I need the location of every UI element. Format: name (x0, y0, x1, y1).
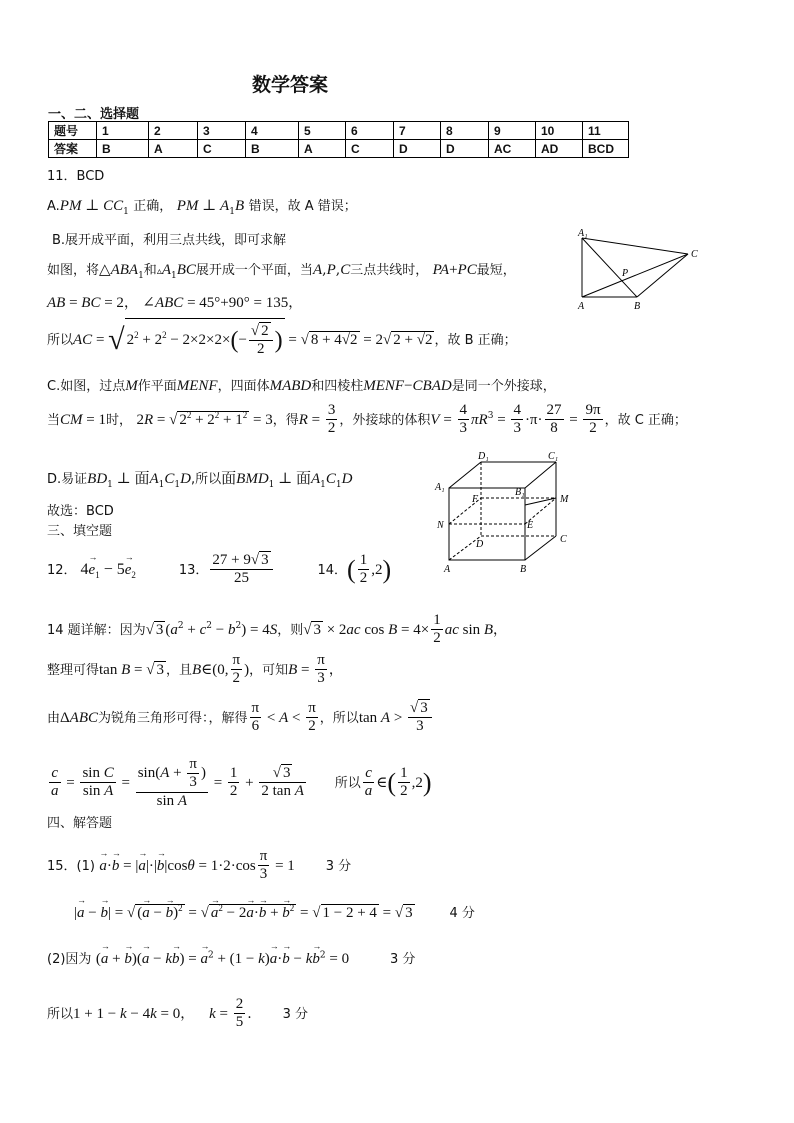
edge-a1-b (582, 238, 637, 297)
q11-option-d: D.易证$BD_1$ ⊥ 面$A_1C_1D$,所以面$BMD_1$ ⊥ 面$A_1C_1D$ (47, 471, 353, 490)
label-a1: A₁ (435, 482, 445, 493)
q15-part2-line1: (2)因为 (→ a + → b)(→ a − k→ b) = → $a^2 + (1 - k)\to a\cdot\to b - k\to b^2 = 0$ 3 分 (47, 948, 415, 968)
label-a: A (444, 564, 451, 575)
q14-line4: $\frac{c}{a}$ = $\frac{\text{sin C}}{\text{sin A}}$ = sin(A + $\frac{\pi}{3}$ ) sin A = $\frac{1}{2}$ + $\frac{√ 3}{\text{2 tan A}}$ 所以 $\frac{c}{a}$ ∈( $\frac{1}{2}$ ,2) (51, 756, 432, 809)
table-cell: D (394, 140, 441, 158)
table-cell: 10 (536, 122, 583, 140)
table-cell: AD (536, 140, 583, 158)
q11-head: 11．BCD (47, 169, 105, 184)
label-b1: B₁ (515, 487, 525, 498)
table-cell: 9 (489, 122, 536, 140)
q11-option-b-values: AB = BC = 2， ∠ABC = 45°+90° = 135， (47, 295, 303, 311)
table-cell: 8 (441, 122, 489, 140)
edge-a1-d1 (449, 462, 481, 488)
table-cell: 3 (198, 122, 246, 140)
label-c: C (560, 534, 567, 545)
label-m: M (560, 494, 569, 505)
q14-line2: 整理可得tan B = √ 3 ，且B∈(0, $\frac{\pi}{2}$ )，可知B = $\frac{\pi}{3}$ ， (47, 652, 343, 687)
table-cell: 4 (246, 122, 299, 140)
table-cell: 11 (583, 122, 629, 140)
table-cell: 5 (299, 122, 346, 140)
section-fill: 三、填空题 (47, 524, 113, 539)
table-cell: A (149, 140, 198, 158)
q11-option-c-volume: 当CM = 1时， 2R = √ $2^2 + 2^2 + 1^2 = 3$，得R = $\frac{3}{2}$ ，外接球的体积V = $\frac{4}{3}$ $\pi R^3$ = $\frac{4}{3}$ ·π· $\frac{27}{8}$ = $\frac{9\pi}{2}$ ，故 C 正确； (47, 402, 687, 437)
table-cell: 1 (97, 122, 149, 140)
q11-option-c: C.如图，过点M作平面MENF，四面体MABD和四棱柱MENF−CBAD是同一个外接球， (47, 378, 556, 394)
q14-line1: 14 题详解：因为√ 3 $(a^2 + c^2 - b^2) = 4S$，则√ 3 × 2ac cos B = 4× $\frac{1}{2}$ ac sin B， (47, 612, 508, 647)
label-b: B (634, 301, 641, 312)
table-cell: BCD (583, 140, 629, 158)
table-row (49, 140, 629, 158)
label-n: N (437, 520, 444, 531)
table-header-number: 题号 (49, 122, 97, 140)
label-a1: A₁ (578, 228, 588, 239)
section-choice: 一、二、选择题 (48, 107, 140, 122)
q15-part2-line2: 所以1 + 1 − k − 4k = 0， k = $\frac{2}{5}$ . 3 分 (47, 996, 309, 1031)
figure-cube (432, 450, 574, 578)
q11-option-a: A.PM ⊥ $CC_1$ 正确， PM ⊥ $A_1B$ 错误，故 A 错误； (47, 198, 357, 217)
answer-table (48, 121, 629, 158)
edge-m (525, 498, 556, 505)
table-row (49, 122, 629, 140)
table-header-answer: 答案 (49, 140, 97, 158)
label-b: B (520, 564, 527, 575)
section-solve: 四、解答题 (47, 816, 113, 831)
q15-part1-line2: |→ a − → b| = √ (→ a − → b)$^2$ = √→ $a^2 - 2\to a\cdot\to b$ + → $b^2$ = √ 1 − 2 + 4 = √ 3 4 分 (74, 902, 475, 922)
label-e: E (527, 520, 534, 531)
label-d1: D₁ (478, 451, 489, 462)
table-cell: D (441, 140, 489, 158)
q11-option-b-intro: B.展开成平面，利用三点共线，即可求解 (52, 233, 287, 248)
edge-a-c (582, 254, 688, 297)
table-cell: AC (489, 140, 536, 158)
table-cell: A (299, 140, 346, 158)
label-c: C (691, 249, 698, 260)
q11-option-b-result: 所以AC = √ $2^2 + 2^2 - 2\times 2\times 2\times(-$ $\frac{√ 2}{2}$ ) = √ 8 + 4√2 = 2√ 2 + √2 ，故 B 正确； (47, 318, 517, 359)
page-title: 数学答案 (252, 74, 329, 96)
q11-option-b-figure-text: 如图，将$\triangle ABA_1$和$▵A_1BC$展开成一个平面，当A,P,C三点共线时， PA+PC最短， (47, 262, 516, 281)
label-a: A (578, 301, 585, 312)
edge-b-c (637, 254, 688, 297)
label-f: F (472, 494, 479, 505)
q14-line3: 由ΔABC为锐角三角形可得：，解得 $\frac{\pi}{6}$ < A < $\frac{\pi}{2}$ ，所以tan A > $\frac{√ 3}{3}$ (47, 700, 434, 736)
edge-a1-c (582, 238, 688, 254)
label-c1: C₁ (548, 451, 559, 462)
table-cell: B (246, 140, 299, 158)
label-d: D (476, 539, 484, 550)
table-cell: 7 (394, 122, 441, 140)
q11-choose: 故选：BCD (47, 504, 114, 519)
q15-part1-line1: 15．(1) → a·→ b = |→ a|·|→ b|cosθ = 1·2·cos $\frac{\pi}{3}$ = 1 3 分 (47, 848, 351, 884)
figure-unfolded-triangles (574, 228, 704, 312)
fill-answers: 12． $4\to e_1 - 5\to e_2$ 13． $\frac{27 + 9√ 3}{25}$ 14．( $\frac{1}{2}$ ,2) (47, 552, 391, 588)
table-cell: C (346, 140, 394, 158)
table-cell: C (198, 140, 246, 158)
edge-b1-c1 (525, 462, 556, 488)
table-cell: B (97, 140, 149, 158)
edge-b-c (525, 536, 556, 560)
label-p: P (622, 268, 629, 279)
table-cell: 6 (346, 122, 394, 140)
table-cell: 2 (149, 122, 198, 140)
